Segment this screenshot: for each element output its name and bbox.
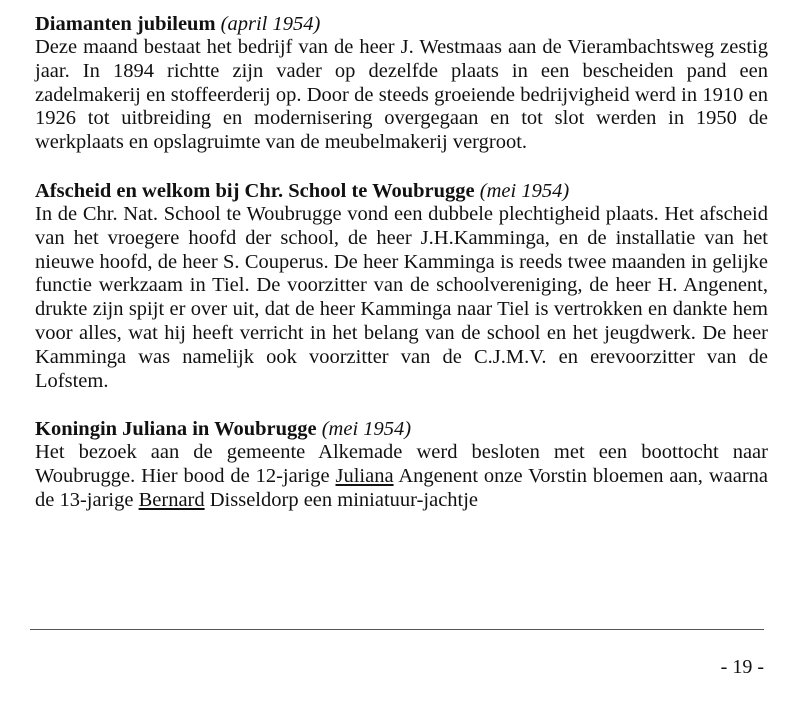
body-text: Disseldorp een miniatuur-jachtje xyxy=(204,488,479,511)
body-text: Angenent onze Vorstin bloemen aan, waarna de 13-jarige xyxy=(35,465,768,511)
article-heading xyxy=(35,179,768,203)
article-body: Deze maand bestaat het bedrijf van de heer J. Westmaas aan de Vierambachtsweg zestig jaar. In 1894 richtte zijn vader op dezelfde plaats in een bescheiden pand een zadelmakerij en stoffeerderij op. Door de steeds groeiende bedrijvigheid werd in 1910 en 1926 tot uitbreiding en modernisering overgegaan en tot slot werden in 1950 de werkplaats en opslagruimte van de meubelmakerij vergroot. xyxy=(35,36,768,154)
article-title: Koningin Juliana in Woubrugge xyxy=(35,418,317,441)
article-date: (april 1954) xyxy=(220,13,321,35)
article-koningin-juliana xyxy=(35,417,768,512)
article-body: In de Chr. Nat. School te Woubrugge vond een dubbele plechtigheid plaats. Het afscheid van het vroegere hoofd der school, de heer J.H.Kamminga, en de installatie van het nieuwe hoofd, de heer S. Couperus. De heer Kamminga is reeds twee maanden in gelijke functie werkzaam in Tiel. De voorzitter van de schoolvereniging, de heer H. Angenent, drukte zijn spijt er over uit, dat de heer Kamminga naar Tiel is vertrokken en dankte hem voor alles, wat hij heeft verricht in het belang van de school en het jeugdwerk. De heer Kamminga was namelijk ook voorzitter van de C.J.M.V. en erevoorzitter van de Lofstem. xyxy=(35,202,768,392)
article-heading xyxy=(35,417,768,441)
article-title: Afscheid en welkom bij Chr. School te Woubrugge xyxy=(35,179,475,202)
article-date: (mei 1954) xyxy=(479,179,570,202)
body-text: Het bezoek aan de gemeente Alkemade werd besloten met een boottocht naar Woubrugge. Hier bood de 12-jarige xyxy=(35,441,768,488)
article-date: (mei 1954) xyxy=(321,418,412,441)
page-number: - 19 - xyxy=(720,656,764,678)
underlined-name-bernard: Bernard xyxy=(138,488,205,511)
underlined-name-juliana: Juliana xyxy=(335,465,394,488)
article-title: Diamanten jubileum xyxy=(35,13,216,35)
article-heading xyxy=(35,12,768,36)
article-afscheid-en-welkom xyxy=(35,179,768,393)
footer-divider xyxy=(30,629,764,630)
page-content xyxy=(35,12,768,513)
article-diamanten-jubileum xyxy=(35,12,768,155)
article-body xyxy=(35,441,768,512)
